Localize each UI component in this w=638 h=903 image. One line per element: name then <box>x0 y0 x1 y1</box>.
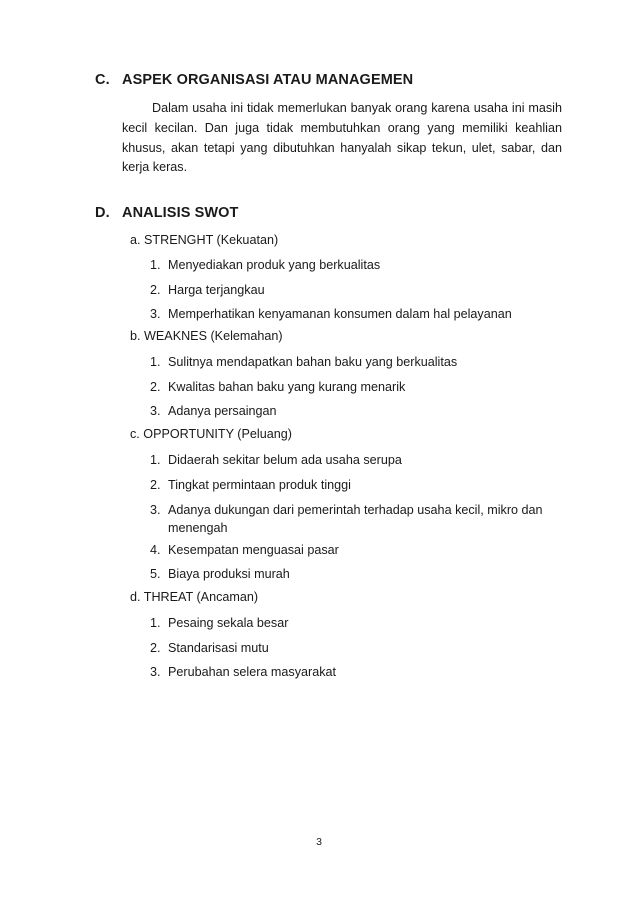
list-item: 2. Harga terjangkau <box>150 283 265 297</box>
section-d-title: ANALISIS SWOT <box>122 205 239 221</box>
list-item: 2. Kwalitas bahan baku yang kurang menarik <box>150 380 406 394</box>
list-item: 5. Biaya produksi murah <box>150 567 290 581</box>
swot-category-threat: d. THREAT (Ancaman) <box>130 590 259 604</box>
list-item: 3. Adanya dukungan dari pemerintah terhadap usaha kecil, mikro dan menengah <box>150 503 543 535</box>
list-item: 2. Standarisasi mutu <box>150 641 269 655</box>
section-c-paragraph: Dalam usaha ini tidak memerlukan banyak orang karena usaha ini masih kecil kecilan. Dan juga tidak membutuhkan orang yang memiliki keahlian khusus, akan tetapi yang dibutuhkan hanyalah sikap tekun, ulet, sabar, dan kerja keras. <box>122 101 562 175</box>
swot-category-strength: a. STRENGHT (Kekuatan) <box>130 233 279 247</box>
section-c-title: ASPEK ORGANISASI ATAU MANAGEMEN <box>122 72 414 88</box>
list-item: 2. Tingkat permintaan produk tinggi <box>150 478 351 492</box>
list-item: 4. Kesempatan menguasai pasar <box>150 543 339 557</box>
section-d-letter: D. <box>95 205 110 221</box>
list-item: 1. Sulitnya mendapatkan bahan baku yang berkualitas <box>150 355 458 369</box>
list-item: 3. Memperhatikan kenyamanan konsumen dalam hal pelayanan <box>150 307 512 321</box>
list-item: 1. Pesaing sekala besar <box>150 616 289 630</box>
list-item: 1. Menyediakan produk yang berkualitas <box>150 258 381 272</box>
list-item: 3. Perubahan selera masyarakat <box>150 665 337 679</box>
list-item: 3. Adanya persaingan <box>150 404 277 418</box>
list-item: 1. Didaerah sekitar belum ada usaha serupa <box>150 453 402 467</box>
section-d-heading <box>95 205 239 221</box>
section-c-heading <box>95 72 413 88</box>
page-number: 3 <box>316 836 322 848</box>
section-c-letter: C. <box>95 72 110 88</box>
swot-category-weakness: b. WEAKNES (Kelemahan) <box>130 329 283 343</box>
swot-category-opportunity: c. OPPORTUNITY (Peluang) <box>130 427 292 441</box>
